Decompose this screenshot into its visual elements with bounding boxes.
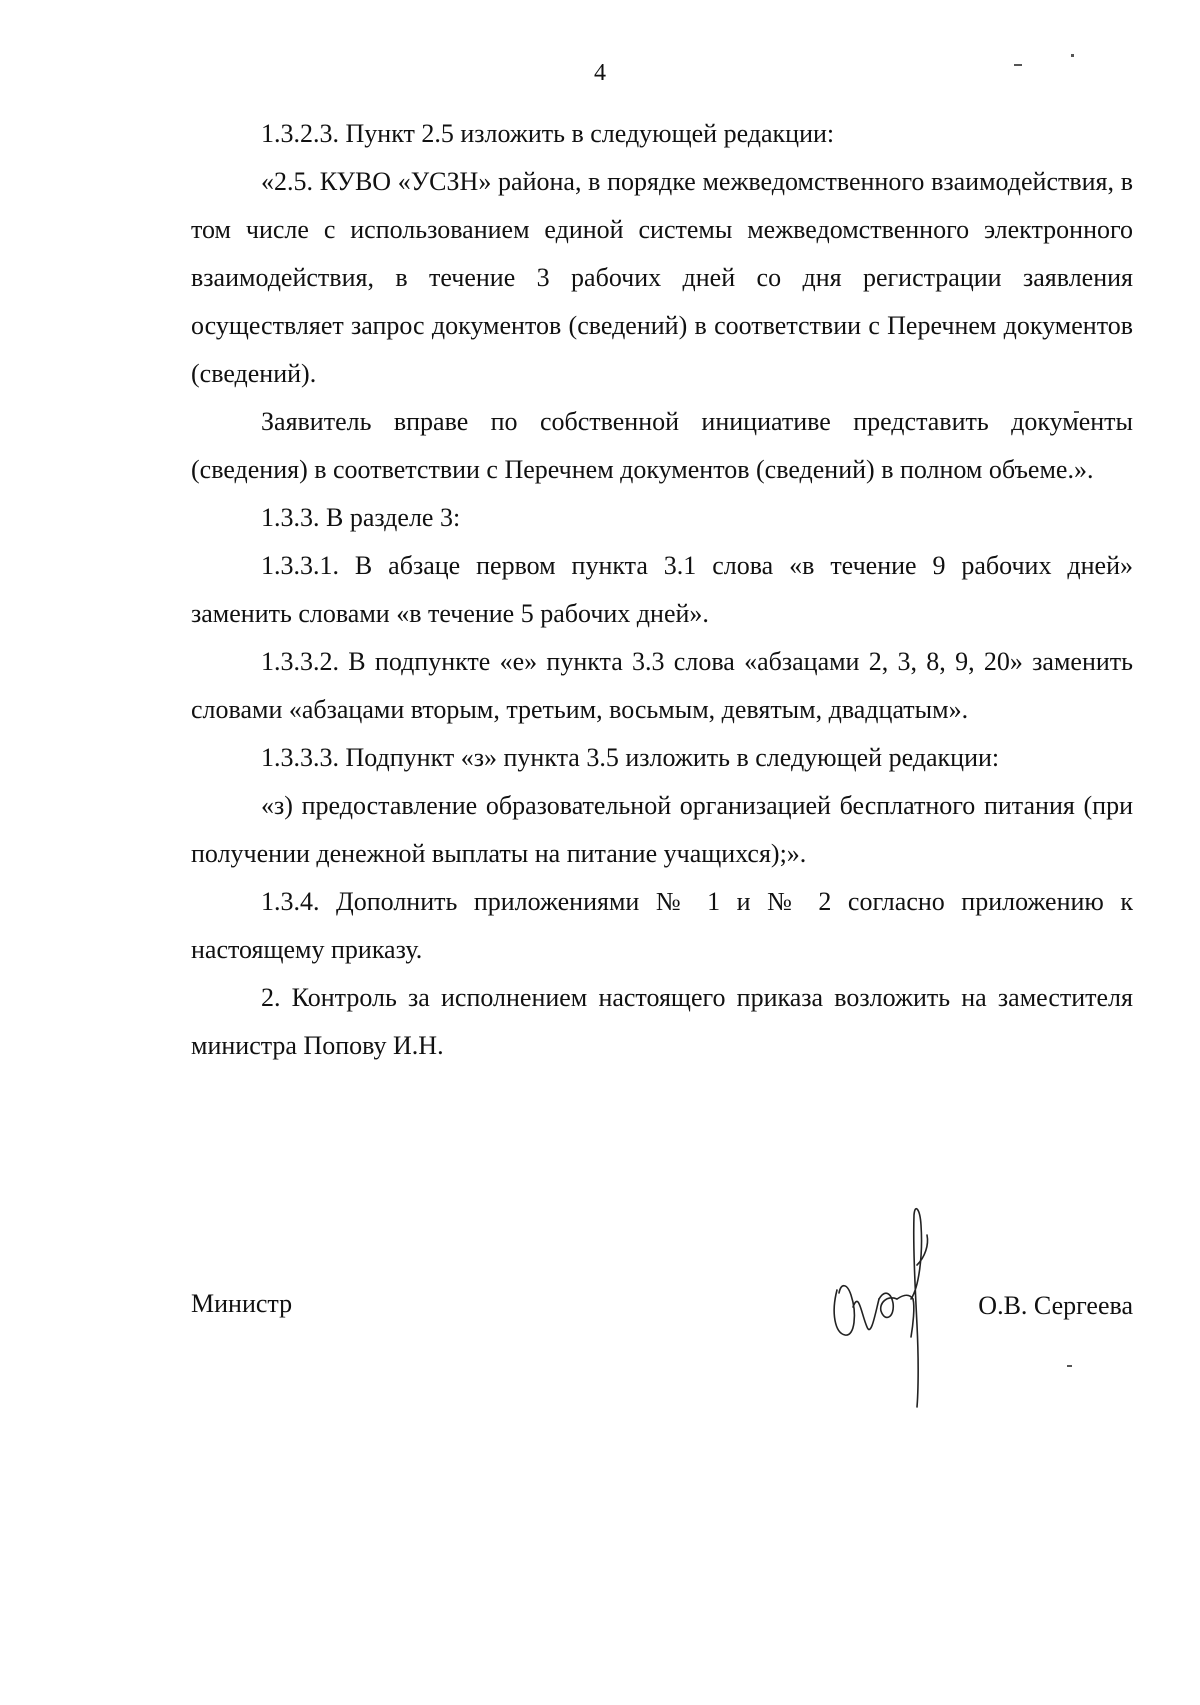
paragraph: 1.3.3.1. В абзаце первом пункта 3.1 слова «в течение 9 рабочих дней» заменить словами «в течение 5 рабочих дней».	[191, 551, 1133, 628]
paragraph: 1.3.2.3. Пункт 2.5 изложить в следующей редакции:	[261, 119, 835, 148]
signature-block	[191, 1195, 1133, 1345]
paragraph: «2.5. КУВО «УСЗН» района, в порядке межведомственного взаимодействия, в том числе с использованием единой системы межведомственного электронного взаимодействия, в течение 3 рабочих дней со дня регистрации заявления осуществляет запрос документов (сведений) в соответствии с Перечнем документов (сведений).	[191, 167, 1133, 388]
paragraph: 2. Контроль за исполнением настоящего приказа возложить на заместителя министра Попову И.Н.	[191, 983, 1133, 1060]
scan-speck	[1014, 64, 1022, 66]
document-body	[191, 110, 1133, 1070]
paragraph: 1.3.4. Дополнить приложениями № 1 и № 2 согласно приложению к настоящему приказу.	[191, 887, 1133, 964]
scan-speck	[1067, 1365, 1072, 1367]
signer-position: Министр	[191, 1289, 293, 1318]
paragraph: Заявитель вправе по собственной инициативе представить документы (сведения) в соответствии с Перечнем документов (сведений) в полном объеме.».	[191, 407, 1133, 484]
paragraph: «з) предоставление образовательной организацией бесплатного питания (при получении денежной выплаты на питание учащихся);».	[191, 791, 1133, 868]
page-number: 4	[594, 60, 606, 86]
paragraph: 1.3.3.2. В подпункте «е» пункта 3.3 слова «абзацами 2, 3, 8, 9, 20» заменить словами «абзацами вторым, третьим, восьмым, девятым, двадцатым».	[191, 647, 1133, 724]
scan-speck	[1071, 54, 1074, 57]
handwritten-signature	[831, 1195, 951, 1415]
paragraph: 1.3.3.3. Подпункт «з» пункта 3.5 изложить в следующей редакции:	[261, 743, 1000, 772]
paragraph: 1.3.3. В разделе 3:	[261, 503, 461, 532]
signer-name: О.В. Сергеева	[978, 1291, 1133, 1320]
